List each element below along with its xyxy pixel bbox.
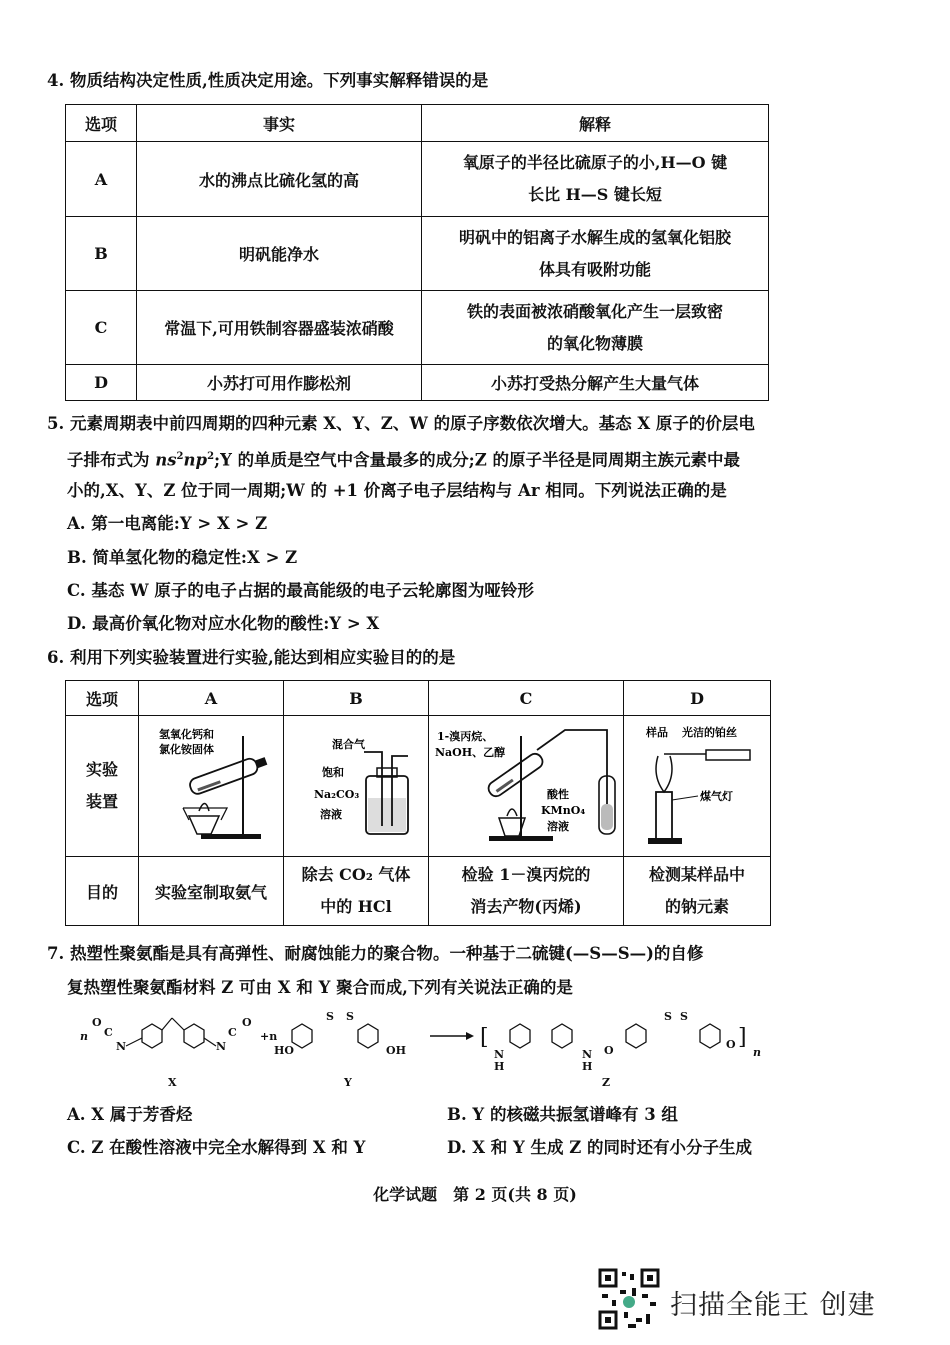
atom-label: S bbox=[680, 1010, 688, 1023]
table-row bbox=[66, 857, 771, 926]
fact-cell: 常温下,可用铁制容器盛装浓硝酸 bbox=[137, 291, 422, 365]
header-cell: 事实 bbox=[137, 105, 422, 142]
purpose-line: 的钠元素 bbox=[664, 897, 729, 916]
label: 氯化铵固体 bbox=[159, 743, 214, 756]
label: KMnO₄ bbox=[541, 804, 586, 817]
explanation-cell bbox=[422, 142, 769, 217]
label: 样品 bbox=[646, 726, 668, 739]
apparatus-d-diagram bbox=[624, 716, 770, 852]
table-row bbox=[66, 291, 769, 365]
q5-stem-line3: 小的,X、Y、Z 位于同一周期;W 的 +1 价离子电子层结构与 Ar 相同。下列说法正确的是 bbox=[67, 481, 727, 500]
label: NaOH、乙醇 bbox=[435, 746, 506, 759]
table-header-row bbox=[66, 681, 771, 716]
reaction-scheme bbox=[70, 1008, 770, 1094]
text: ;Y 的单质是空气中含量最多的成分;Z 的原子半径是同周期主族元素中最 bbox=[214, 450, 741, 470]
q5-option-c: C. 基态 W 原子的电子占据的最高能级的电子云轮廓图为哑铃形 bbox=[67, 581, 534, 600]
atom-label: N bbox=[116, 1040, 127, 1053]
q7-stem-line1: 7. 热塑性聚氨酯是具有高弹性、耐腐蚀能力的聚合物。一种基于二硫键(—S—S—)的自修 bbox=[47, 944, 704, 963]
atom-label: S bbox=[664, 1010, 672, 1023]
explanation-cell bbox=[422, 217, 769, 291]
explanation-cell: 小苏打受热分解产生大量气体 bbox=[422, 365, 769, 401]
q4-table bbox=[65, 104, 769, 401]
atom-label: N bbox=[494, 1048, 505, 1061]
purpose-d bbox=[624, 857, 771, 926]
header-cell: 选项 bbox=[66, 105, 137, 142]
atom-label: O bbox=[242, 1016, 252, 1029]
fact-cell: 水的沸点比硫化氢的高 bbox=[137, 142, 422, 217]
q5-stem-line1: 5. 元素周期表中前四周期的四种元素 X、Y、Z、W 的原子序数依次增大。基态 X 原子的价层电 bbox=[47, 414, 755, 433]
option-cell: D bbox=[66, 365, 137, 401]
compound-label: Z bbox=[602, 1076, 611, 1089]
atom-label: N bbox=[582, 1048, 593, 1061]
fact-cell: 明矾能净水 bbox=[137, 217, 422, 291]
q6-table bbox=[65, 680, 771, 926]
atom-label: H bbox=[582, 1060, 593, 1073]
apparatus-d bbox=[624, 716, 771, 857]
atom-label: OH bbox=[386, 1044, 406, 1057]
label: 溶液 bbox=[320, 808, 342, 821]
option-cell: B bbox=[66, 217, 137, 291]
page-footer: 化学试题 第 2 页(共 8 页) bbox=[373, 1185, 577, 1204]
atom-label: O bbox=[92, 1016, 102, 1029]
label: 酸性 bbox=[547, 788, 569, 801]
scanner-watermark: 扫描全能王 创建 bbox=[670, 1290, 876, 1321]
option-cell: C bbox=[66, 291, 137, 365]
q7-option-b: B. Y 的核磁共振氢谱峰有 3 组 bbox=[447, 1105, 678, 1124]
apparatus-b bbox=[284, 716, 429, 857]
label: 混合气 bbox=[332, 738, 365, 751]
subscript: n bbox=[753, 1046, 761, 1059]
compound-label: X bbox=[168, 1076, 177, 1089]
atom-label: H bbox=[494, 1060, 505, 1073]
table-header-row bbox=[66, 105, 769, 142]
purpose-c bbox=[429, 857, 624, 926]
table-row bbox=[66, 142, 769, 217]
header-cell: A bbox=[139, 681, 284, 716]
apparatus-a-diagram bbox=[139, 716, 283, 852]
atom-label: C bbox=[104, 1026, 113, 1039]
header-cell: C bbox=[429, 681, 624, 716]
explanation-line: 的氧化物薄膜 bbox=[546, 333, 643, 353]
purpose-line: 消去产物(丙烯) bbox=[470, 897, 582, 916]
label: 1-溴丙烷、 bbox=[437, 730, 494, 743]
purpose-line: 除去 CO₂ 气体 bbox=[301, 865, 411, 884]
table-row bbox=[66, 217, 769, 291]
q7-option-d: D. X 和 Y 生成 Z 的同时还有小分子生成 bbox=[447, 1138, 753, 1157]
compound-label: Y bbox=[344, 1076, 352, 1089]
q4-stem: 4. 物质结构决定性质,性质决定用途。下列事实解释错误的是 bbox=[47, 71, 489, 90]
bracket: ] bbox=[738, 1025, 747, 1050]
option-cell: A bbox=[66, 142, 137, 217]
apparatus-b-diagram bbox=[284, 716, 428, 852]
row-label-line: 实验 bbox=[85, 760, 118, 779]
label: Na₂CO₃ bbox=[314, 788, 360, 801]
atom-label: C bbox=[228, 1026, 237, 1039]
superscript: 2 bbox=[176, 451, 184, 462]
explanation-line: 长比 H—S 键长短 bbox=[528, 185, 662, 204]
explanation-cell bbox=[422, 291, 769, 365]
label: 饱和 bbox=[322, 766, 344, 779]
q5-option-b: B. 简单氢化物的稳定性:X > Z bbox=[67, 548, 298, 567]
label: 煤气灯 bbox=[700, 790, 733, 803]
text: 子排布式为 bbox=[67, 450, 156, 470]
q5-option-d: D. 最高价氧化物对应水化物的酸性:Y > X bbox=[67, 614, 380, 633]
header-cell: 解释 bbox=[422, 105, 769, 142]
header-cell: 选项 bbox=[66, 681, 139, 716]
atom-label: O bbox=[604, 1044, 614, 1057]
label: 光洁的铂丝 bbox=[682, 726, 737, 739]
purpose-a: 实验室制取氨气 bbox=[139, 857, 284, 926]
superscript: 2 bbox=[207, 451, 215, 462]
header-cell: B bbox=[284, 681, 429, 716]
q7-stem-line2: 复热塑性聚氨酯材料 Z 可由 X 和 Y 聚合而成,下列有关说法正确的是 bbox=[67, 978, 573, 997]
purpose-line: 中的 HCl bbox=[320, 897, 392, 916]
explanation-line: 铁的表面被浓硝酸氧化产生一层致密 bbox=[466, 301, 723, 321]
q7-option-c: C. Z 在酸性溶液中完全水解得到 X 和 Y bbox=[67, 1138, 366, 1157]
label: 溶液 bbox=[547, 820, 569, 833]
apparatus-c bbox=[429, 716, 624, 857]
label: 氢氧化钙和 bbox=[159, 728, 214, 741]
coefficient: n bbox=[80, 1030, 88, 1043]
q7-option-a: A. X 属于芳香烃 bbox=[67, 1105, 193, 1124]
row-label: 目的 bbox=[66, 857, 139, 926]
table-row bbox=[66, 365, 769, 401]
explanation-line: 体具有吸附功能 bbox=[538, 259, 651, 279]
apparatus-c-diagram bbox=[429, 716, 623, 852]
apparatus-a bbox=[139, 716, 284, 857]
fact-cell: 小苏打可用作膨松剂 bbox=[137, 365, 422, 401]
atom-label: N bbox=[216, 1040, 227, 1053]
row-label-line: 装置 bbox=[85, 792, 118, 811]
q5-stem-line2 bbox=[67, 440, 740, 477]
purpose-line: 检验 1－溴丙烷的 bbox=[461, 865, 591, 884]
atom-label: S bbox=[346, 1010, 354, 1023]
operator: +n bbox=[260, 1030, 278, 1043]
purpose-line: 检测某样品中 bbox=[648, 865, 745, 884]
formula: np bbox=[183, 450, 208, 470]
purpose-b bbox=[284, 857, 429, 926]
atom-label: S bbox=[326, 1010, 334, 1023]
formula: ns bbox=[155, 450, 177, 470]
bracket: [ bbox=[480, 1025, 489, 1050]
explanation-line: 氧原子的半径比硫原子的小,H—O 键 bbox=[462, 153, 728, 172]
row-label bbox=[66, 716, 139, 857]
atom-label: HO bbox=[274, 1044, 294, 1057]
qr-code-icon bbox=[598, 1268, 660, 1330]
explanation-line: 明矾中的铝离子水解生成的氢氧化铝胶 bbox=[458, 227, 731, 247]
header-cell: D bbox=[624, 681, 771, 716]
atom-label: O bbox=[726, 1038, 736, 1051]
q5-option-a: A. 第一电离能:Y > X > Z bbox=[67, 514, 268, 533]
table-row bbox=[66, 716, 771, 857]
q6-stem: 6. 利用下列实验装置进行实验,能达到相应实验目的的是 bbox=[47, 648, 456, 667]
